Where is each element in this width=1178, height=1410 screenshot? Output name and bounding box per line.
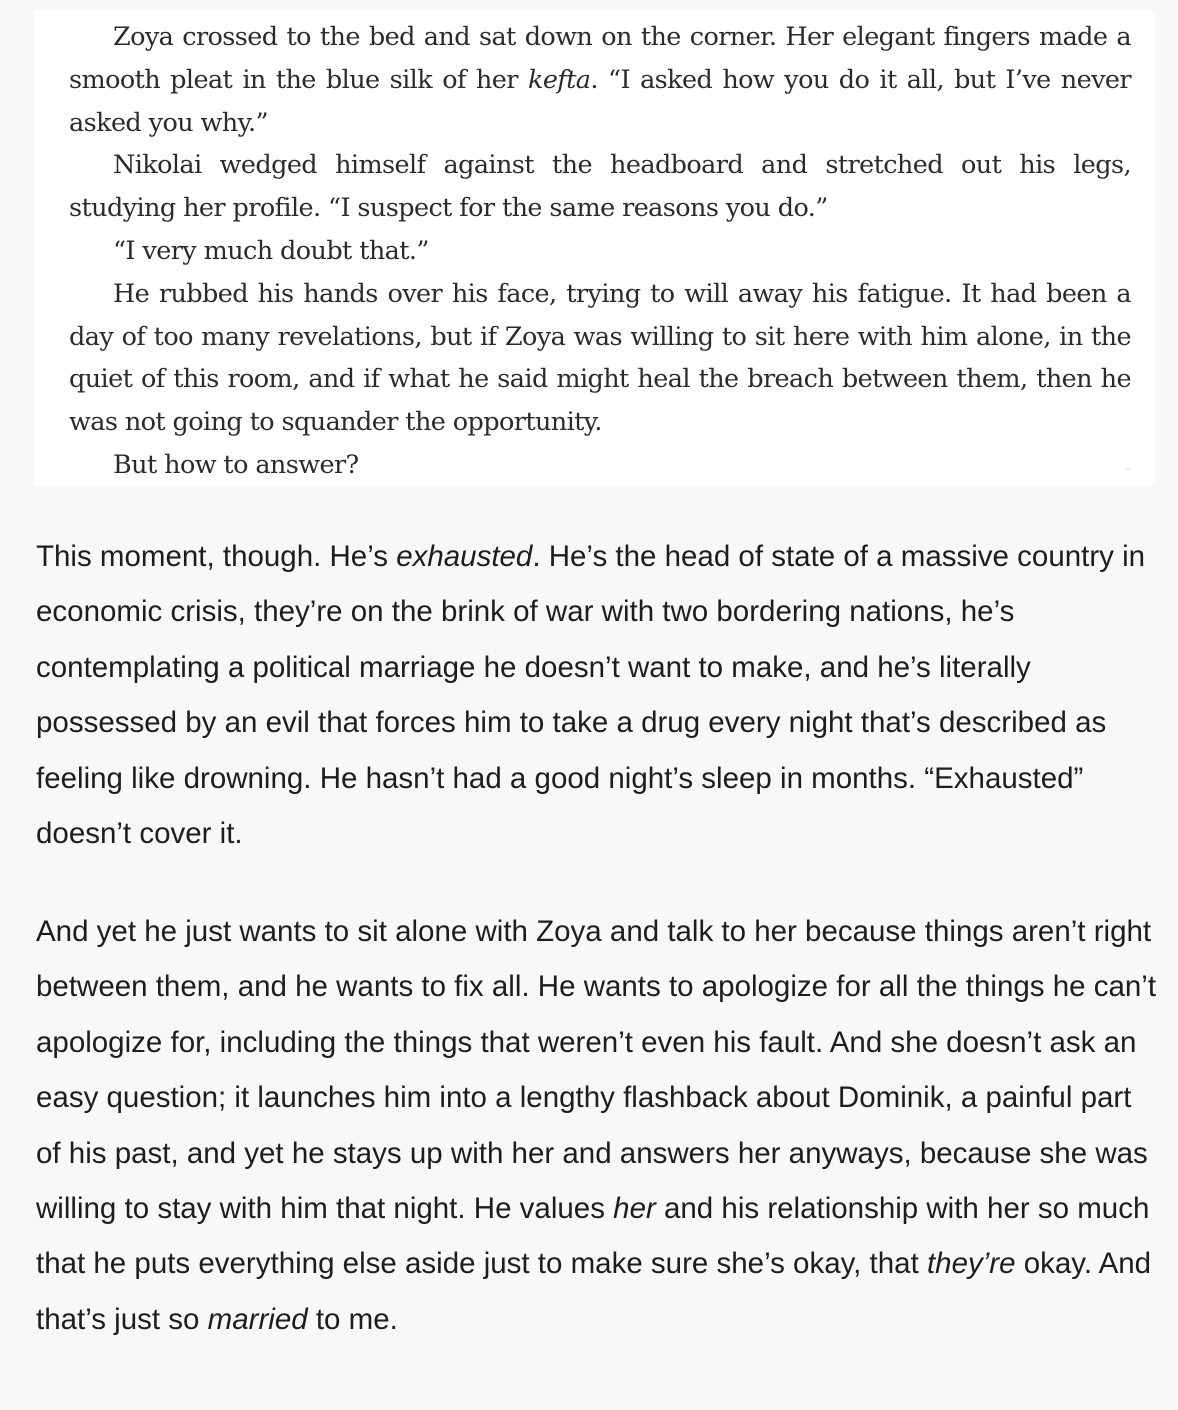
- excerpt-paragraph-1: [69, 16, 1131, 144]
- commentary-paragraph-2: [36, 904, 1161, 1347]
- excerpt-paragraph-5: But how to answer?: [113, 449, 359, 480]
- excerpt-italic-word: kefta: [527, 64, 591, 95]
- commentary-text: . He’s the head of state of a massive country in economic crisis, they’re on the brink of war with two bordering nations, he’s contemplating a political marriage he doesn’t want to make, and he’s literally possessed by an evil that forces him to take a drug every night that’s described as feeling like drowning. He hasn’t had a good night’s sleep in months. “Exhausted” doesn’t cover it.: [36, 540, 1146, 851]
- excerpt-paragraph-3: “I very much doubt that.”: [113, 235, 429, 266]
- speck-decoration: [1127, 468, 1129, 470]
- excerpt-paragraph-2: Nikolai wedged himself against the headboard and stretched out his legs, studying her profile. “I suspect for the same reasons you do.”: [69, 150, 1131, 224]
- commentary-text: And yet he just wants to sit alone with Zoya and talk to her because things aren’t right between them, and he wants to fix all. He wants to apologize for all the things he can’t apologize for, including the things that weren’t even his fault. And she doesn’t ask an easy question; it launches him into a lengthy flashback about Dominik, a painful part of his past, and yet he stays up with her and answers her anyways, because she was willing to stay with him that night. He values: [36, 915, 1157, 1226]
- commentary-text: to me.: [307, 1302, 398, 1336]
- commentary-paragraph-1: [36, 529, 1161, 861]
- commentary-text: okay. And that’s just so: [36, 1247, 1152, 1336]
- commentary-italic: exhausted: [396, 540, 533, 573]
- excerpt-paragraph-4: He rubbed his hands over his face, trying to will away his fatigue. It had been a day of too many revelations, but if Zoya was willing to sit here with him alone, in the quiet of this room, and if what he said might heal the breach between them, then he was not going to squander the opportunity.: [69, 278, 1131, 438]
- commentary-text: and his relationship with her so much that he puts everything else aside just to make sure she’s okay, that: [36, 1192, 1150, 1281]
- excerpt-text: . “I asked how you do it all, but I’ve never asked you why.”: [69, 64, 1132, 138]
- commentary-italic: married: [207, 1302, 308, 1336]
- commentary-text: This moment, though. He’s: [36, 540, 397, 573]
- excerpt-text: Zoya crossed to the bed and sat down on the corner. Her elegant fingers made a smooth pleat in the blue silk of her: [69, 22, 1131, 95]
- commentary-italic: they’re: [926, 1247, 1016, 1281]
- commentary-italic: her: [613, 1192, 656, 1226]
- book-excerpt-image: [34, 10, 1155, 486]
